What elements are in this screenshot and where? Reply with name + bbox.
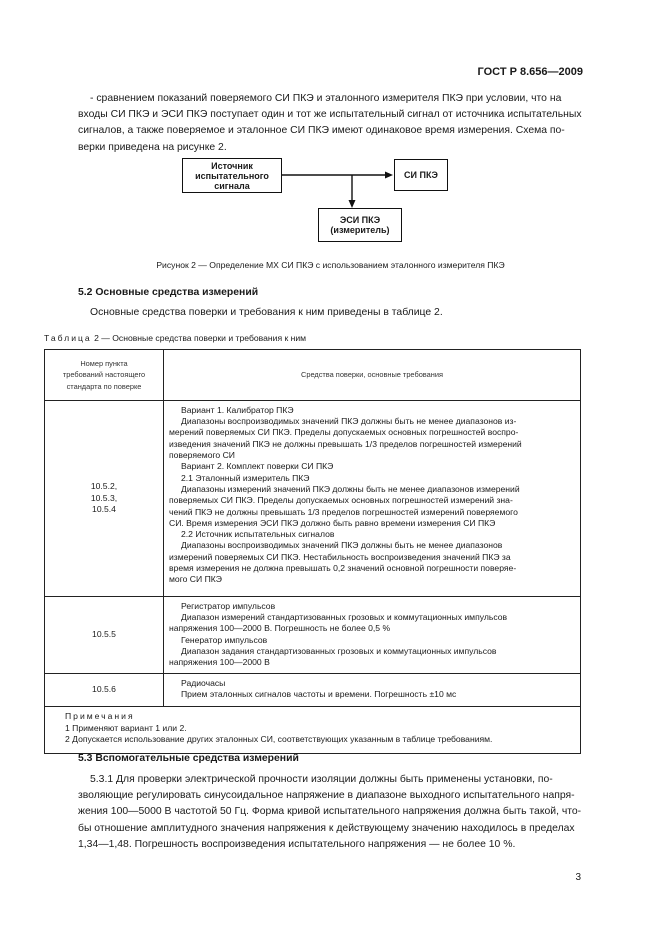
figure-2-diagram	[0, 150, 661, 250]
esi-pke-box	[318, 208, 402, 242]
row2-line: напряжения 100—2000 В	[169, 657, 270, 668]
header-col-number	[45, 350, 164, 401]
row1-line: 2.1 Эталонный измеритель ПКЭ	[181, 472, 310, 483]
s53-line-3: жения 100—5000 В частотой 50 Гц. Форма кривой испытательного напряжения должна быть такой, что-	[78, 806, 582, 818]
intro-line-3: сигналов, а также поверяемое и эталонное СИ ПКЭ имеют одинаковое время измерения. Схема по-	[78, 125, 565, 137]
header-col1-line2: требований настоящего	[62, 370, 146, 380]
arrow-to-esi-pke-icon	[349, 200, 356, 208]
intro-line-2: входы СИ ПКЭ и ЭСИ ПКЭ поступает один и тот же испытательный сигнал от источника испытательных	[78, 109, 582, 121]
row1-line: Диапазоны воспроизводимых значений ПКЭ должны быть не менее диапазонов	[181, 540, 503, 551]
row3-number: 10.5.6	[45, 673, 164, 707]
row1-line: измерений поверяемых СИ ПКЭ. Нестабильность воспроизведения значений ПКЭ за	[169, 551, 511, 562]
row2-line: Регистратор импульсов	[181, 600, 276, 611]
row3-line: Прием эталонных сигналов частоты и времени. Погрешность ±10 мс	[181, 688, 457, 699]
row1-line: поверяемых СИ ПКЭ. Пределы допускаемых основных погрешностей измерений зна-	[169, 495, 513, 506]
requirements-table	[44, 349, 581, 754]
notes-title: Примечания	[65, 711, 135, 722]
row1-line: СИ. Время измерения ЭСИ ПКЭ должно быть равно времени измерения СИ ПКЭ	[169, 517, 496, 528]
source-line-1: Источник	[211, 160, 253, 171]
row1-line: чений ПКЭ не должны превышать 1/3 пределов погрешностей измерений поверяемого	[169, 506, 518, 517]
section-5-3-heading: 5.3 Вспомогательные средства измерений	[78, 753, 299, 764]
row2-line: напряжения 100—2000 В. Погрешность не более 0,5 %	[169, 623, 391, 634]
row2-requirements	[164, 596, 581, 673]
intro-line-4: верки приведена на рисунке 2.	[78, 141, 227, 153]
source-line-3: сигнала	[214, 180, 250, 191]
table-notes-row	[45, 707, 581, 754]
s53-line-4: бы отношение амплитудного значения напряжения к действующему значению находилось в пределах	[78, 822, 575, 834]
row3-line: Радиочасы	[181, 677, 226, 688]
source-box	[182, 158, 282, 193]
row1-requirements	[164, 400, 581, 596]
table-caption	[44, 333, 306, 343]
table-header-row	[45, 350, 581, 401]
note-2: 2 Допускается использование других эталонных СИ, соответствующих указанным в таблице требованиям.	[65, 733, 493, 744]
arrow-to-si-pke-icon	[385, 172, 393, 179]
table-row	[45, 673, 581, 707]
row1-line: Диапазоны воспроизводимых значений ПКЭ должны быть не менее диапазонов из-	[181, 416, 517, 427]
section-5-2-heading: 5.2 Основные средства измерений	[78, 287, 259, 298]
header-col-requirements: Средства поверки, основные требования	[164, 350, 581, 401]
section-5-2-text: Основные средства поверки и требования к ним приведены в таблице 2.	[90, 307, 443, 318]
row2-line: Генератор импульсов	[181, 634, 268, 645]
page-number: 3	[575, 872, 581, 883]
source-line-2: испытательного	[195, 170, 269, 181]
esi-line-1: ЭСИ ПКЭ	[339, 215, 381, 225]
table-caption-rest: 2 — Основные средства поверки и требования к ним	[91, 333, 307, 343]
table-row	[45, 400, 581, 596]
intro-line-1: - сравнением показаний поверяемого СИ ПКЭ и эталонного измерителя ПКЭ при условии, что на	[90, 93, 562, 104]
row1-line: Диапазоны измерений значений ПКЭ должны быть не менее диапазонов измерений	[181, 483, 520, 494]
document-header: ГОСТ Р 8.656—2009	[477, 66, 583, 78]
s53-line-1: 5.3.1 Для проверки электрической прочности изоляции должны быть применены установки, по-	[90, 774, 553, 785]
s53-line-5: 1,34—1,48. Погрешность воспроизведения испытательного напряжения — не более 10 %.	[78, 838, 516, 850]
si-pke-label: СИ ПКЭ	[404, 170, 438, 180]
s53-line-2: зволяющие регулировать синусоидальное напряжение в диапазоне выходного испытательного напря-	[78, 790, 575, 802]
row1-num-line: 10.5.4	[92, 504, 116, 515]
figure-caption: Рисунок 2 — Определение МХ СИ ПКЭ с использованием эталонного измерителя ПКЭ	[156, 260, 505, 270]
note-1: 1 Применяют вариант 1 или 2.	[65, 722, 187, 733]
row3-requirements	[164, 673, 581, 707]
section-5-3-paragraph	[78, 772, 583, 853]
header-col1-line1: Номер пункта	[80, 359, 128, 368]
table-row	[45, 596, 581, 673]
row1-line: поверяемого СИ	[169, 450, 235, 461]
row2-line: Диапазон измерений стандартизованных грозовых и коммутационных импульсов	[181, 612, 508, 623]
row1-line: Вариант 1. Калибратор ПКЭ	[181, 404, 294, 415]
si-pke-box	[394, 159, 448, 191]
table-notes	[45, 707, 581, 754]
row1-line: время измерения не должна превышать 0,2 значений основной погрешности поверяе-	[169, 563, 517, 574]
row2-line: Диапазон задания стандартизованных грозовых и коммутационных импульсов	[181, 646, 497, 657]
row1-line: изведения значений ПКЭ не должны превышать 1/3 пределов погрешностей измерений	[169, 438, 522, 449]
row1-number	[45, 400, 164, 596]
header-col1-line3: стандарта по поверке	[66, 381, 142, 391]
row1-line: мого СИ ПКЭ	[169, 574, 222, 585]
row1-num-line: 10.5.3,	[90, 492, 118, 503]
table-caption-word: Таблица	[44, 333, 92, 343]
row2-number: 10.5.5	[45, 596, 164, 673]
row1-line: Вариант 2. Комплект поверки СИ ПКЭ	[181, 461, 334, 472]
row1-line: мерений поверяемых СИ ПКЭ. Пределы допускаемых основных погрешностей воспро-	[169, 427, 519, 438]
intro-paragraph	[78, 91, 583, 156]
esi-line-2: (измеритель)	[330, 225, 390, 235]
row1-line: 2.2 Источник испытательных сигналов	[181, 529, 335, 540]
row1-num-line: 10.5.2,	[90, 481, 118, 492]
